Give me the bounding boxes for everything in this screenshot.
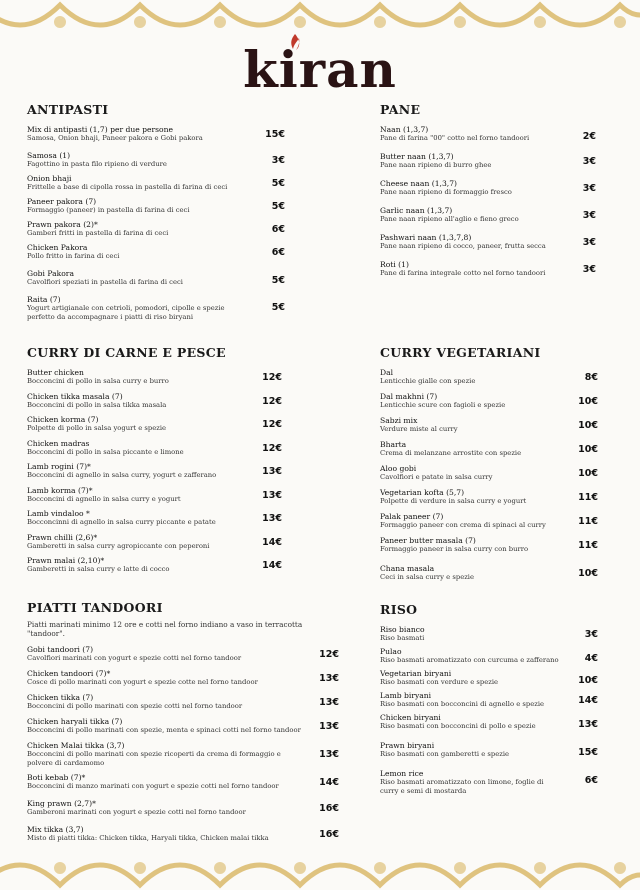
menu-item: Prawn biryani Riso basmati con gamberetti e spezie 15€: [380, 741, 598, 759]
menu-item: Aloo gobi Cavolfiori e patate in salsa curry 10€: [380, 464, 598, 482]
section-title: CURRY VEGETARIANI: [380, 345, 541, 360]
menu-item: Chana masala Ceci in salsa curry e spezie 10€: [380, 564, 598, 582]
price: 3€: [584, 629, 598, 640]
price: 15€: [265, 129, 285, 140]
menu-item: Prawn chilli (2,6)* Gamberetti in salsa curry agropiccante con peperoni 14€: [27, 532, 282, 550]
menu-item: Chicken tikka (7) Bocconcini di pollo marinati con spezie cotti nel forno tandoor 13€: [27, 693, 339, 711]
menu-item: Vegetarian biryani Riso basmati con verdure e spezie 10€: [380, 669, 598, 687]
price: 4€: [584, 653, 598, 664]
price: 13€: [578, 719, 598, 730]
section-title: PANE: [380, 102, 421, 117]
menu-item: Butter chicken Bocconcini di pollo in salsa curry e burro 12€: [27, 368, 282, 386]
price: 6€: [271, 247, 285, 258]
section-note: Piatti marinati minimo 12 ore e cotti nel forno indiano a vaso in terracotta "tandoor".: [27, 620, 303, 638]
menu-item: Vegetarian kofta (5,7) Polpette di verdure in salsa curry e yogurt 11€: [380, 488, 598, 506]
menu-item: Pulao Riso basmati aromatizzato con curcuma e zafferano 4€: [380, 647, 598, 665]
menu-item: Garlic naan (1,3,7) Pane naan ripieno all'aglio e fieno greco 3€: [380, 206, 596, 224]
menu-item: Palak paneer (7) Formaggio paneer con crema di spinaci al curry 11€: [380, 512, 598, 530]
menu-item: Prawn pakora (2)* Gamberi fritti in pastella di farina di ceci 6€: [27, 220, 285, 238]
menu-item: Pashwari naan (1,3,7,8) Pane naan ripieno di cocco, paneer, frutta secca 3€: [380, 233, 596, 251]
section-title: ANTIPASTI: [27, 102, 109, 117]
menu-item: Lamb korma (7)* Bocconcini di agnello in salsa curry e yogurt 13€: [27, 485, 282, 503]
price: 11€: [578, 516, 598, 527]
menu-item: Lemon rice Riso basmati aromatizzato con limone, foglie di curry e semi di mostarda 6€: [380, 769, 598, 795]
section-curry-veg: [380, 345, 598, 588]
price: 11€: [578, 492, 598, 503]
price: 16€: [319, 803, 339, 814]
menu-item: Mix di antipasti (1,7) per due persone Samosa, Onion bhaji, Paneer pakora e Gobi pakora 15€: [27, 125, 285, 143]
price: 6€: [271, 224, 285, 235]
price: 15€: [578, 747, 598, 758]
menu-item: Gobi tandoori (7) Cavolfiori marinati con yogurt e spezie cotti nel forno tandoor 12€: [27, 645, 339, 663]
price: 16€: [319, 829, 339, 840]
price: 10€: [578, 568, 598, 579]
price: 3€: [582, 210, 596, 221]
price: 13€: [262, 466, 282, 477]
menu-item: Dal makhni (7) Lenticchie scure con fagioli e spezie 10€: [380, 392, 598, 410]
menu-item: Lamb rogini (7)* Bocconcini di agnello in salsa curry, yogurt e zafferano 13€: [27, 462, 282, 480]
menu-item: Dal Lenticchie gialle con spezie 8€: [380, 368, 598, 386]
menu-item: Chicken tandoori (7)* Cosce di pollo marinati con yogurt e spezie cotte nel forno tandoor 13€: [27, 669, 339, 687]
menu-item: Paneer butter masala (7) Formaggio paneer in salsa curry con burro 11€: [380, 536, 598, 554]
menu-item: Lamb vindaloo * Bocconcinni di agnello in salsa curry piccante e patate 13€: [27, 509, 282, 527]
section-title: PIATTI TANDOORI: [27, 600, 163, 615]
menu-item: Paneer pakora (7) Formaggio (paneer) in pastella di farina di ceci 5€: [27, 197, 285, 215]
menu-item: Cheese naan (1,3,7) Pane naan ripieno di formaggio fresco 3€: [380, 179, 596, 197]
menu-item: Riso bianco Riso basmati 3€: [380, 625, 598, 643]
menu-item: Chicken Pakora Pollo fritto in farina di ceci 6€: [27, 243, 285, 261]
menu-item: Onion bhaji Frittelle a base di cipolla rossa in pastella di farina di ceci 5€: [27, 174, 285, 192]
menu-item: Sabzi mix Verdure miste al curry 10€: [380, 416, 598, 434]
ornamental-border-bottom: [0, 840, 640, 890]
menu-item: Naan (1,3,7) Pane di farina "00" cotto nel forno tandoori 2€: [380, 125, 596, 143]
menu-item: Samosa (1) Fagottino in pasta filo ripieno di verdure 3€: [27, 151, 285, 169]
price: 12€: [319, 649, 339, 660]
price: 14€: [319, 777, 339, 788]
price: 13€: [319, 697, 339, 708]
section-curry-carne: [27, 345, 282, 580]
menu-item: Mix tikka (3,7) Misto di piatti tikka: Chicken tikka, Haryali tikka, Chicken malai tikka 16€: [27, 825, 339, 843]
price: 11€: [578, 540, 598, 551]
section-tandoori: [27, 600, 339, 849]
price: 10€: [578, 444, 598, 455]
price: 13€: [319, 749, 339, 760]
menu-item: Chicken madras Bocconcini di pollo in salsa piccante e limone 12€: [27, 438, 282, 456]
section-pane: [380, 102, 596, 287]
price: 10€: [578, 420, 598, 431]
section-title: RISO: [380, 602, 418, 617]
menu-item: Bharta Crema di melanzane arrostite con spezie 10€: [380, 440, 598, 458]
price: 12€: [262, 442, 282, 454]
price: 12€: [262, 372, 282, 383]
price: 13€: [319, 721, 339, 732]
price: 5€: [271, 178, 285, 189]
price: 5€: [271, 302, 285, 313]
menu-item: King prawn (2,7)* Gamberoni marinati con yogurt e spezie cotti nel forno tandoor 16€: [27, 799, 339, 817]
price: 10€: [578, 675, 598, 686]
price: 14€: [578, 695, 598, 706]
price: 12€: [262, 395, 282, 407]
restaurant-logo: kiran: [243, 40, 397, 99]
section-antipasti: [27, 102, 285, 325]
menu-item: Raita (7) Yogurt artigianale con cetrioli, pomodori, cipolle e spezie perfetto da accompagnare i piatti di riso biryani 5€: [27, 295, 285, 321]
section-title: CURRY DI CARNE E PESCE: [27, 345, 226, 360]
price: 13€: [262, 489, 282, 501]
menu-item: Roti (1) Pane di farina integrale cotto nel forno tandoori 3€: [380, 260, 596, 278]
price: 3€: [582, 183, 596, 194]
menu-item: Chicken korma (7) Polpette di pollo in salsa yogurt e spezie 12€: [27, 415, 282, 433]
section-riso: [380, 602, 598, 799]
price: 10€: [578, 396, 598, 407]
price: 2€: [582, 131, 596, 142]
menu-item: Chicken Malai tikka (3,7) Bocconcini di pollo marinati con spezie ricoperti da crema di formaggio e polvere di cardamomo 13€: [27, 741, 339, 767]
menu-item: Gobi Pakora Cavolfiori speziati in pastella di farina di ceci 5€: [27, 269, 285, 287]
price: 3€: [582, 237, 596, 248]
price: 14€: [262, 536, 282, 548]
menu-item: Prawn malai (2,10)* Gamberetti in salsa curry e latte di cocco 14€: [27, 556, 282, 574]
price: 3€: [271, 155, 285, 166]
price: 13€: [319, 673, 339, 684]
price: 5€: [271, 201, 285, 212]
price: 10€: [578, 468, 598, 479]
price: 12€: [262, 419, 282, 430]
price: 13€: [262, 513, 282, 524]
menu-item: Lamb biryani Riso basmati con bocconcini di agnello e spezie 14€: [380, 691, 598, 709]
price: 3€: [582, 156, 596, 167]
menu-item: Chicken biryani Riso basmati con bocconcini di pollo e spezie 13€: [380, 713, 598, 731]
menu-item: Chicken haryali tikka (7) Bocconcini di pollo marinati con spezie, menta e spinaci cotti nel forno tandoor 13€: [27, 717, 339, 735]
price: 14€: [262, 560, 282, 571]
menu-item: Butter naan (1,3,7) Pane naan ripieno di burro ghee 3€: [380, 152, 596, 170]
price: 5€: [271, 275, 285, 286]
flame-icon: [288, 33, 302, 51]
menu-item: Boti kebab (7)* Bocconcini di manzo marinati con yogurt e spezie cotti nel forno tandoor 14€: [27, 773, 339, 791]
price: 6€: [584, 775, 598, 786]
price: 3€: [582, 264, 596, 275]
menu-item: Chicken tikka masala (7) Bocconcini di pollo in salsa tikka masala 12€: [27, 391, 282, 409]
price: 8€: [584, 372, 598, 383]
